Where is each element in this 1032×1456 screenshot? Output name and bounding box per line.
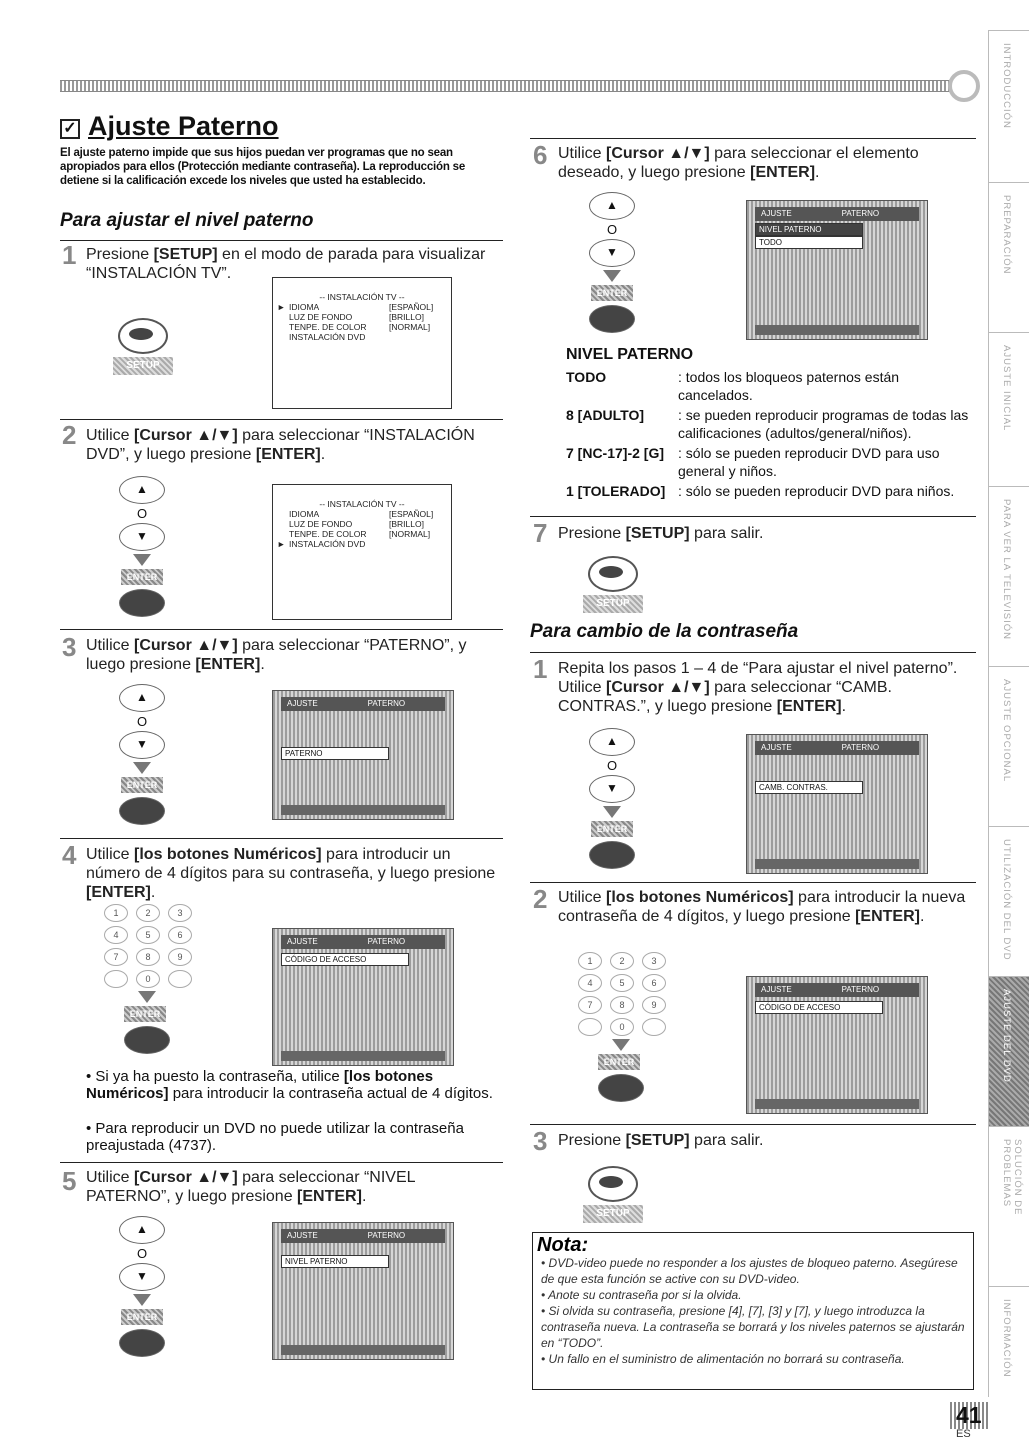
setup-button-illustration: SETUP <box>582 556 644 618</box>
intro-text: El ajuste paterno impide que sus hijos puedan ver programas que no sean apropiados para ellos (Protección mediante contraseña). La reproducción se detiene si la calificación excede los niveles que usted ha establecido. <box>60 147 466 187</box>
step-divider <box>60 240 503 241</box>
remote-cursor-illustration: ▲ O ▼ ENTER <box>112 1216 172 1357</box>
nivel-paterno-heading: NIVEL PATERNO <box>566 346 694 363</box>
remote-numeric-illustration: 1 2 3 4 5 6 7 8 9 0 ENTER <box>578 952 668 1102</box>
section-heading-contrasena: Para cambio de la contraseña <box>530 621 799 642</box>
step-divider <box>530 516 976 517</box>
screen-camb-contras: AJUSTE PATERNO CAMB. CONTRAS. <box>746 734 928 874</box>
remote-cursor-illustration: ▲ O ▼ ENTER <box>582 728 642 869</box>
step-text: Presione [SETUP] en el modo de parada para visualizar “INSTALACIÓN TV”. <box>86 246 486 282</box>
step-text: Utilice [Cursor ▲/▼] para seleccionar el elemento deseado, y luego presione [ENTER]. <box>558 145 919 181</box>
step-divider <box>60 419 503 420</box>
note-bullet: • Para reproducir un DVD no puede utilizar la contraseña preajustada (4737). <box>86 1120 464 1154</box>
step-divider <box>60 629 503 630</box>
step-text: Repita los pasos 1 – 4 de “Para ajustar el nivel paterno”. Utilice [Cursor ▲/▼] para seleccionar “CAMB. CONTRAS.”, y luego presione [ENTER]. <box>558 660 958 715</box>
step-divider <box>60 1162 503 1163</box>
screen-paterno: AJUSTE PATERNO PATERNO <box>272 690 454 820</box>
section-heading-nivel: Para ajustar el nivel paterno <box>60 210 314 231</box>
side-tab[interactable]: UTILIZACIÓN DEL DVD <box>988 826 1029 977</box>
top-rule <box>60 80 955 92</box>
screen-nivel-paterno: AJUSTE PATERNO NIVEL PATERNO <box>272 1222 454 1360</box>
checkbox-icon: ✓ <box>60 119 80 139</box>
step-divider <box>530 882 976 883</box>
screen-nivel-todo: AJUSTE PATERNO NIVEL PATERNO TODO <box>746 200 928 340</box>
side-tab-active[interactable]: AJUSTE DEL DVD <box>988 976 1029 1127</box>
step-text: Utilice [Cursor ▲/▼] para seleccionar “PATERNO”, y luego presione [ENTER]. <box>86 637 467 673</box>
step-number: 4 <box>62 840 77 870</box>
step-number: 5 <box>62 1166 77 1196</box>
page-number: 41 <box>950 1402 988 1429</box>
step-text: Utilice [los botones Numéricos] para introducir un número de 4 dígitos para su contraseña, y luego presione [ENTER]. <box>86 846 496 901</box>
menu-instalacion-tv: -- INSTALACIÓN TV -- ► IDIOMA [ESPAÑOL] LUZ DE FONDO [BRILLO] TENPE. DE COLOR [NORMAL] INSTALACIÓN DVD <box>272 277 452 409</box>
menu-instalacion-tv-step2: -- INSTALACIÓN TV -- IDIOMA [ESPAÑOL] LUZ DE FONDO [BRILLO] TENPE. DE COLOR [NORMAL] ► INSTALACIÓN DVD <box>272 484 452 620</box>
page-title: ✓ Ajuste Paterno <box>60 111 279 142</box>
setup-button-illustration: SETUP <box>582 1166 644 1228</box>
step-text: Presione [SETUP] para salir. <box>558 525 764 542</box>
step-number: 3 <box>62 632 77 662</box>
remote-cursor-illustration: ▲ O ▼ ENTER <box>112 476 172 617</box>
level-definitions: TODO : todos los bloqueos paternos están cancelados. 8 [ADULTO] : se pueden reproducir programas de todas las calificaciones (adultos/general/niños). 7 [NC-17]-2 [G] : sólo se pueden reproducir DVD para uso general y niños. 1 [TOLERADO] : sólo se pueden reproducir DVD para niños. <box>566 369 969 499</box>
side-tab[interactable]: AJUSTE INICIAL <box>988 332 1029 487</box>
step-number: 3 <box>533 1126 548 1156</box>
screen-codigo-acceso: AJUSTE PATERNO CÓDIGO DE ACCESO <box>272 928 454 1066</box>
side-tab[interactable]: INTRODUCCIÓN <box>988 30 1029 183</box>
step-divider <box>530 1124 976 1125</box>
step-text: Presione [SETUP] para salir. <box>558 1132 764 1149</box>
step-number: 7 <box>533 518 548 548</box>
remote-cursor-illustration: ▲ O ▼ ENTER <box>582 192 642 333</box>
nota-box: Nota: • DVD-video puede no responder a los ajustes de bloqueo paterno. Asegúrese de que esta función se active con su DVD-video. • Anote su contraseña por si la olvida. • Si olvida su contraseña, presione [4], [7], [3] y [7], y luego introduzca la contraseña nueva. La contraseña se borrará y los niveles paternos se ajustarán en “TODO”. • Un fallo en el suministro de alimentación no borrará su contraseña. <box>532 1232 974 1390</box>
language-code: ES <box>956 1428 971 1440</box>
step-text: Utilice [Cursor ▲/▼] para seleccionar “INSTALACIÓN DVD”, y luego presione [ENTER]. <box>86 427 475 463</box>
step-number: 6 <box>533 140 548 170</box>
step-divider <box>60 838 503 839</box>
step-divider <box>530 652 976 653</box>
note-bullet: • Si ya ha puesto la contraseña, utilice [los botones Numéricos] para introducir la contraseña actual de 4 dígitos. <box>86 1068 493 1102</box>
side-tab[interactable]: PARA VER LA TELEVISIÓN <box>988 486 1029 667</box>
remote-cursor-illustration: ▲ O ▼ ENTER <box>112 684 172 825</box>
setup-button-illustration: SETUP <box>112 318 174 380</box>
screen-codigo-acceso-2: AJUSTE PATERNO CÓDIGO DE ACCESO <box>746 976 928 1114</box>
side-tab[interactable]: SOLUCIÓN DE PROBLEMAS <box>988 1126 1029 1287</box>
step-text: Utilice [Cursor ▲/▼] para seleccionar “NIVEL PATERNO”, y luego presione [ENTER]. <box>86 1169 415 1205</box>
step-number: 1 <box>62 240 77 270</box>
side-tab[interactable]: INFORMACIÓN <box>988 1286 1029 1397</box>
side-tab[interactable]: PREPARACIÓN <box>988 182 1029 333</box>
step-divider <box>530 138 976 139</box>
step-number: 1 <box>533 654 548 684</box>
side-tab[interactable]: AJUSTE OPCIONAL <box>988 666 1029 827</box>
step-number: 2 <box>62 420 77 450</box>
step-text: Utilice [los botones Numéricos] para introducir la nueva contraseña de 4 dígitos, y luego presione [ENTER]. <box>558 889 966 925</box>
top-circle-ornament <box>948 70 980 102</box>
step-number: 2 <box>533 884 548 914</box>
remote-numeric-illustration: 1 2 3 4 5 6 7 8 9 0 ENTER <box>104 904 194 1054</box>
